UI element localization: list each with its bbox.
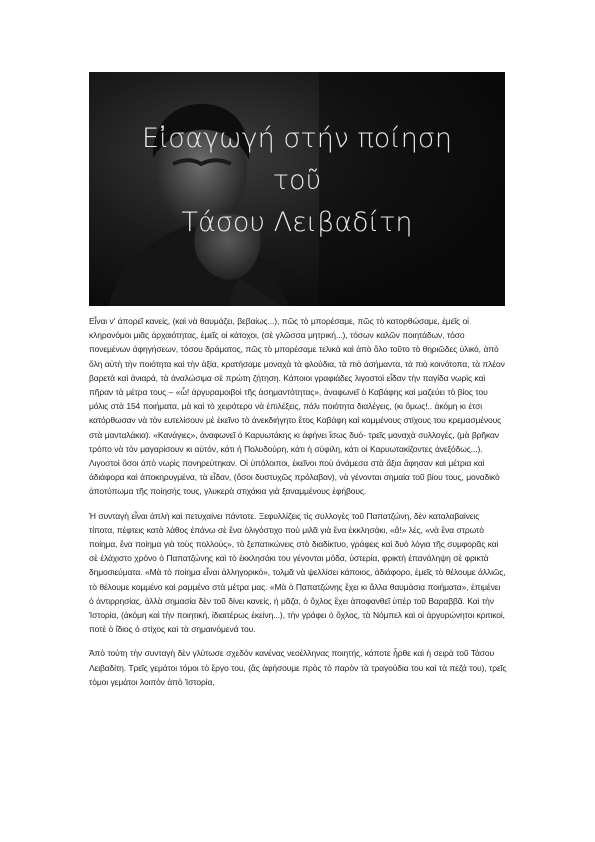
paragraph-3: Ἀπὸ τούτη τὴν συνταγὴ δὲν γλύτωσε σχεδὸν κανένας νεοέλληνας ποιητής, κάποτε ἦρθε καὶ ἡ σειρὰ τοῦ Τάσου Λειβαδίτη. Τρεῖς γεμάτοι τόμοι τὸ ἔργο του, (ἂς ἀφήσουμε πρὸς τὸ παρὸν τὰ τραγούδια του καὶ τὰ πεζά του), τρεῖς τόμοι γεμάτοι λοιπὸν ἀπὸ Ἱστορία, [89, 648, 507, 687]
cover-photo [89, 72, 505, 306]
article-body [89, 314, 507, 699]
cover-title-line-1: Εἰσαγωγή στήν ποίηση [141, 123, 453, 154]
cover-title-line-3: Τάσου Λειβαδίτη [181, 207, 413, 238]
cover-title-line-2: τοῦ [272, 165, 322, 196]
paragraph-1: Εἶναι ν' ἀπορεῖ κανείς, (καὶ νὰ θαυμάζει, βεβαίως...), πῶς τὸ μπορέσαμε, πῶς τὸ κατορθώσαμε, ἐμεῖς οἱ κληρονόμοι μιᾶς ἀρχαιότητας, ἐμεῖς οἱ κάτοχοι, (σὲ γλῶσσα μητρική...), τόσων καλῶν ποιητάδων, τόσο πονεμένων ἀφηγήσεων, τόσου δράματος, πῶς τὸ μπορέσαμε τελικὰ καὶ ἀπὸ ὅλο τοῦτο τὸ θηριῶδες ὑλικό, ἀπὸ ὅλη αὐτὴ τὴν ποιότητα καὶ τὴν ἀξία, κρατήσαμε μοναχὰ τὰ φλούδια, τὰ πιὸ ἀσήμαντα, τὰ πιὸ κοινότοπα, τὰ πλέον βαρετὰ καὶ ἀνιαρά, τὰ ἀναλώσιμα σὲ πρώτη ζήτηση. Κάποιοι γραφιάδες λιγοστοὶ εἶδαν τὴν παγίδα νωρὶς καὶ πῆραν τὰ μέτρα τους – «ὦ! ἀργυραμοιβοὶ τῆς ἀσημαντότητας», ἀναφωνεῖ ὁ Καβάφης καὶ μαζεύει τὸ βίος του μόλις στὰ 154 ποιήματα, μὰ καὶ τὸ χειρότερο νὰ ἐπιλέξεις, πάλι ποιότητα διαλέγεις, (κι ὅμως!.. ἀκόμη κι ἐτσι κατόρθωσαν νὰ τὸν ευτελίσουν μὲ ἐκεῖνο τὸ ἀνεκδιήγητο ἔτος Καβάφη καὶ κομμένους στίχους του κρεμασμένους στὰ μανταλάκια). «Κανάγιες», ἀναφωνεῖ ὁ Καρυωτάκης κι ἀφήνει ἴσως δυό- τρεῖς μοναχὰ συλλογές, (μὰ βρῆκαν τρόπο νὰ τὸν μαγαρίσουν κι αὐτόν, κάτι ἡ Πολυδούρη, κάτι ἡ σύφιλη, κάτι οἱ Καρυωτακίζοντες ἀνεξόδως...). Λιγοστοὶ ὅσοι ἀπὸ νωρὶς πονηρεύτηκαν. Οἱ ὑπόλοιποι, ἐκεῖνοι ποὺ ἀνάμεσα στὰ ἄξια ἄφησαν καὶ μέτρια καὶ ἀδιάφορα καὶ ἀποκηρυγμένα, τὰ εἶδαν, (ὅσοι δυστυχῶς πρόλαβαν), νὰ γένονται σημαία τοῦ βίου τους, μοναδικὸ ἀποτύπωμα τῆς ποίησής τους, γλυκερὰ στιχάκια γιὰ ξαναμμένους ἐφήβους. [89, 316, 505, 497]
cover-title [89, 118, 505, 244]
paragraph-2: Ἡ συνταγὴ εἶναι ἁπλὴ καὶ πετυχαίνει πάντοτε. Ξεφυλλίζεις τὶς συλλογὲς τοῦ Παπατζώνη, δὲν καταλαβαίνεις τίποτα, πέφτεις κατὰ λάθος ἐπάνω σὲ ἕνα ὀλιγόστιχο ποὺ μιλᾶ γιὰ ἕνα ἐκκλησάκι, «ἄ!» λές, «νὰ ἕνα στρωτὸ ποίημα, ἕνα ποίημα γιὰ τοὺς πολλούς», τὸ ξεπατικώνεις στὸ διαδίκτυο, γράφεις καὶ δυὸ λόγια τῆς συμφορᾶς καὶ σὲ ἐλάχιστο χρόνο ὁ Παπατζώνης καὶ τὸ ἐκκλησάκι του γένονται μόδα, ὑστερία, φρικτὴ ἐπανάληψη σὲ φρικτὰ δημοσιεύματα. «Μὰ τὸ ποίημα εἶναι ἀλληγορικό», τολμᾶ νὰ ψελλίσει κάποιος, ἀδιάφορο, ἐμεῖς τὸ θέλουμε ἀλλιῶς, τὸ θέλουμε κομμένο καὶ ραμμένο στὰ μέτρα μας. «Μὰ ὁ Παπατζώνης ἔχει κι ἄλλα θαυμάσια ποιήματα», ἐπιμένει ὁ ἀντιρρησίας, ἀλλὰ σημασία δὲν τοῦ δίνει κανείς, ἡ μᾶζα, ὁ ὄχλος ἔχει ἀποφανθεῖ ὑπὲρ τοῦ Βαραββᾶ. Καὶ τὴν Ἱστορία, (ἀκόμη καὶ τὴν ποιητική, ἰδιαιτέρως ἐκείνη...), τὴν γράφει ὁ ὄχλος, τὰ Νόμπελ καὶ οἱ ἀργυρώνητοι κριτικοί, ποτὲ ὁ ἴδιος ὁ στίχος καὶ τὰ σημαινόμενά του. [89, 510, 506, 635]
